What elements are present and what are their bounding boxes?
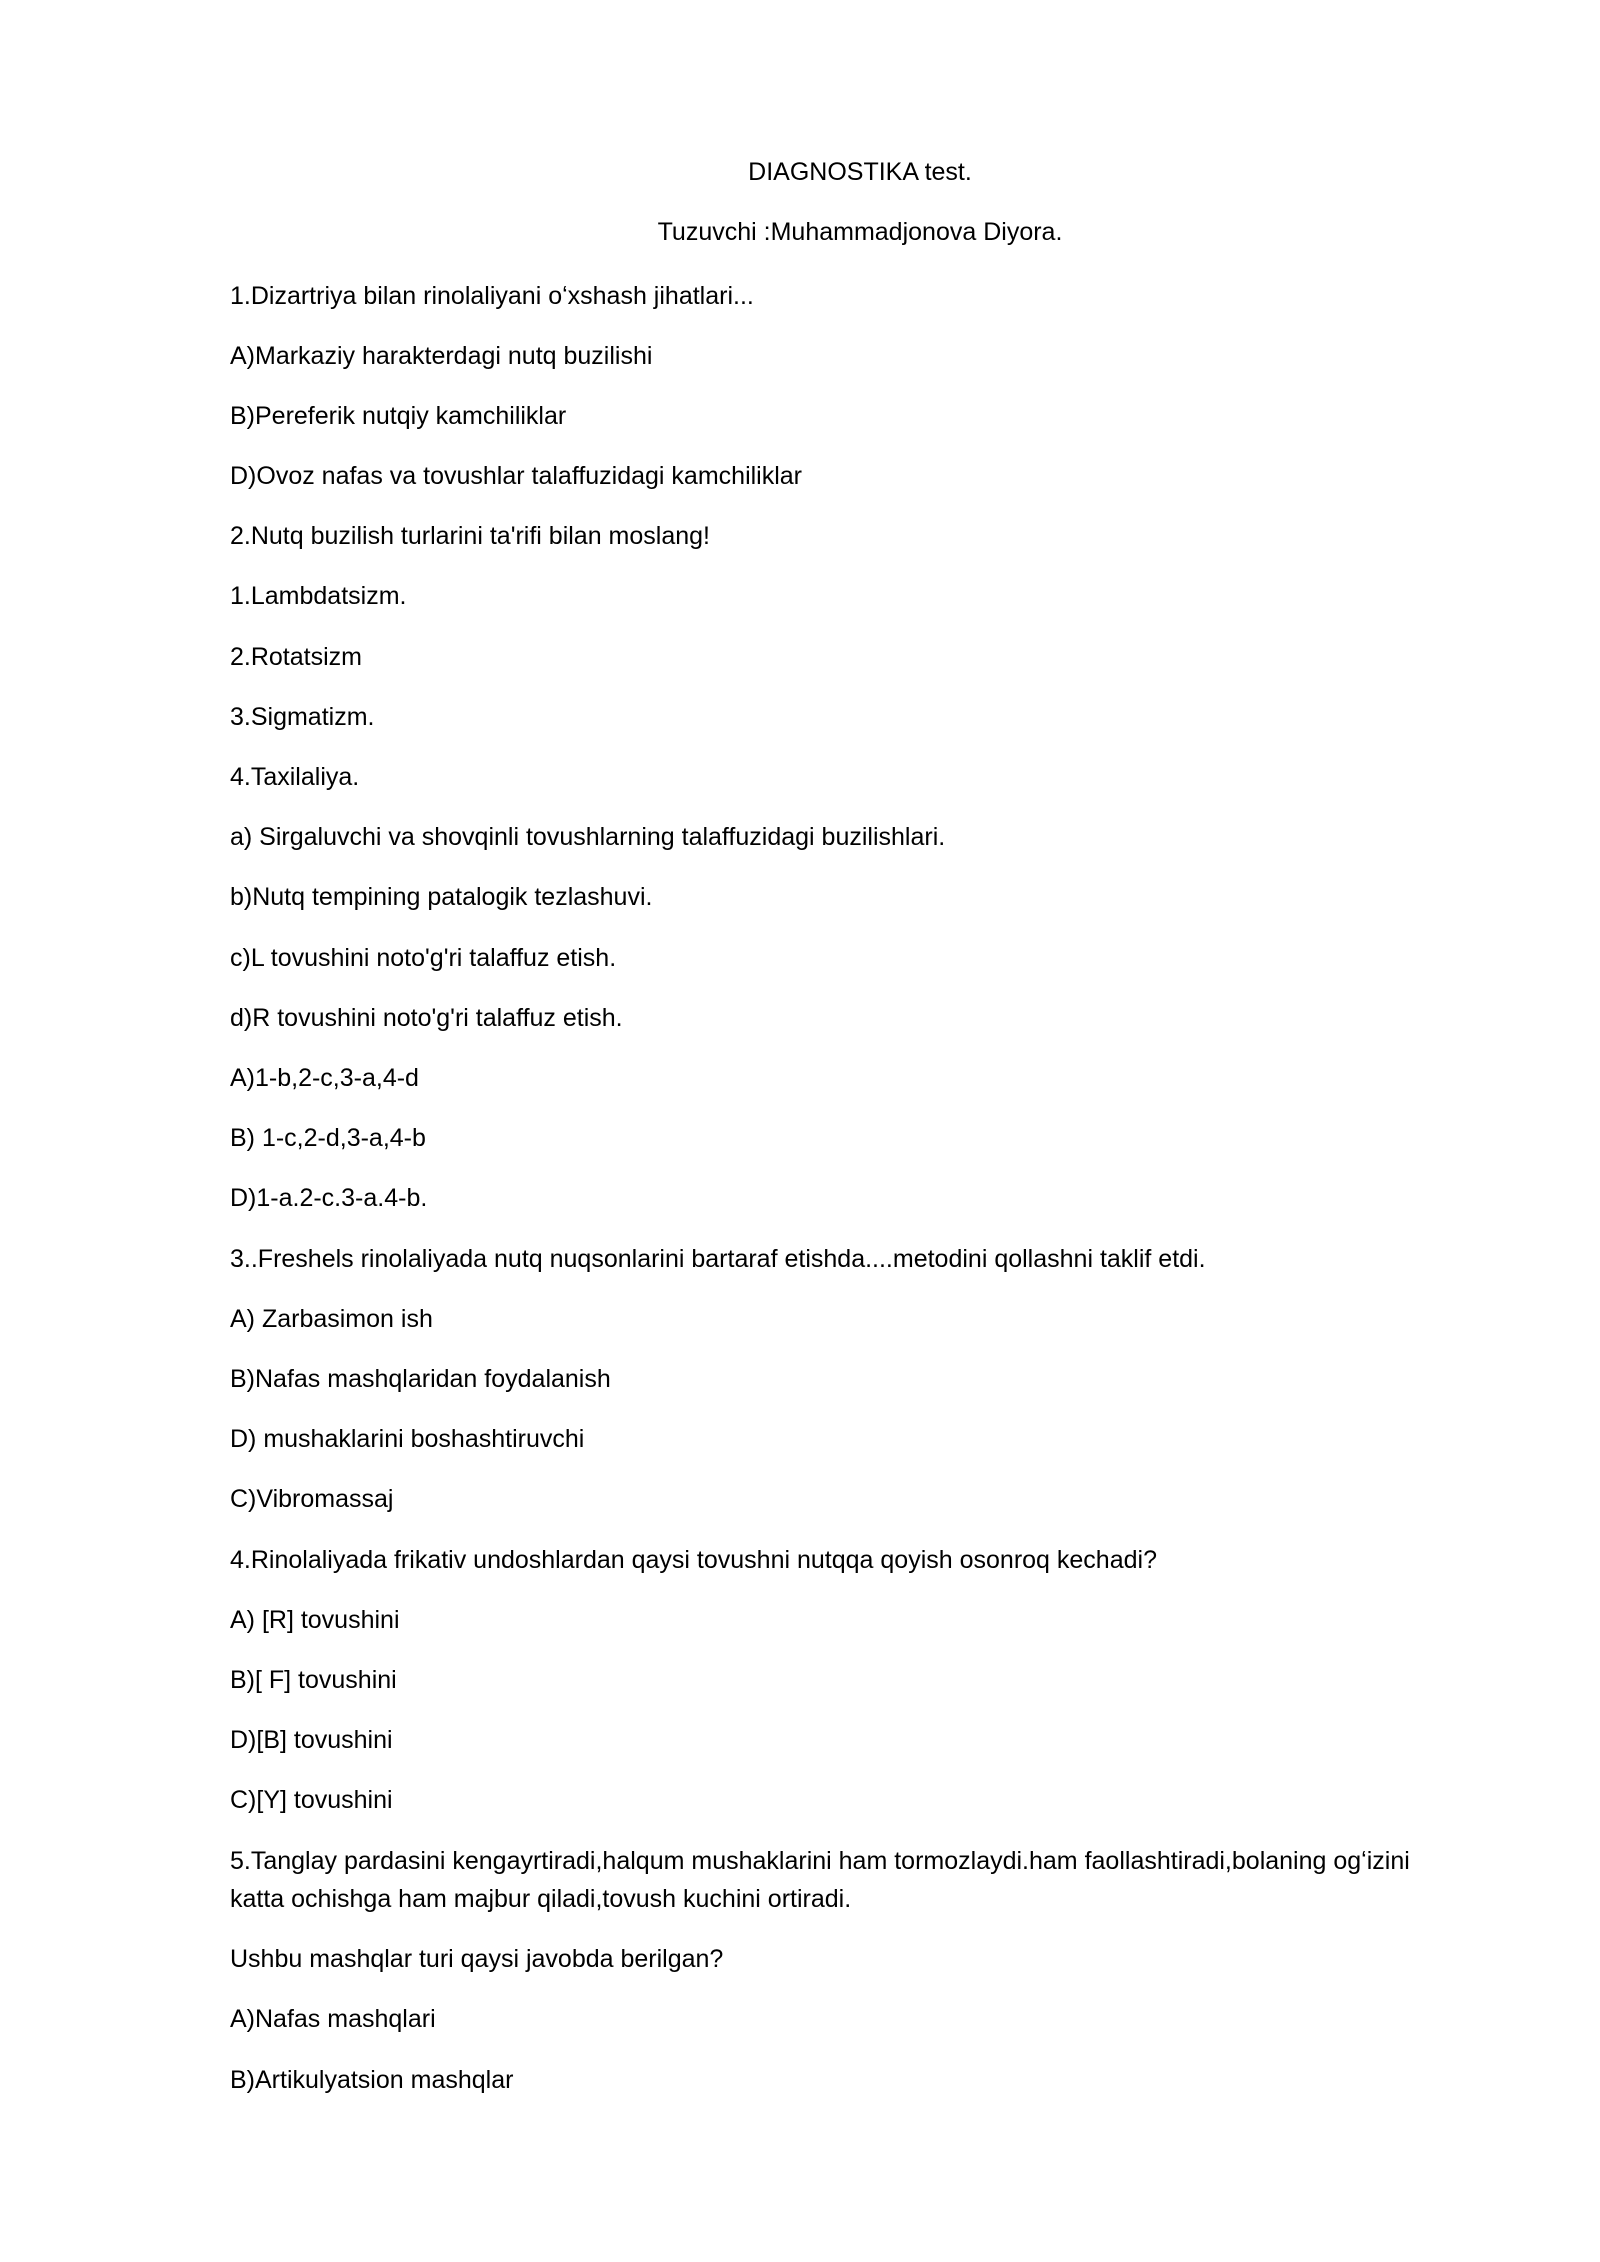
option-line: B)Pereferik nutqiy kamchiliklar (230, 402, 567, 430)
option-line: B)Artikulyatsion mashqlar (230, 2066, 514, 2094)
option-line: A) Zarbasimon ish (230, 1305, 433, 1333)
option-line: C)Vibromassaj (230, 1485, 394, 1513)
list-item: 3.Sigmatizm. (230, 703, 375, 731)
option-line: A) [R] tovushini (230, 1606, 400, 1634)
option-line: A)Markaziy harakterdagi nutq buzilishi (230, 342, 653, 370)
question-5-prompt: Ushbu mashqlar turi qaysi javobda berilgan? (230, 1945, 724, 1973)
question-4: 4.Rinolaliyada frikativ undoshlardan qaysi tovushni nutqqa qoyish osonroq kechadi? (230, 1546, 1157, 1574)
option-line: D)[B] tovushini (230, 1726, 393, 1754)
definition-line: d)R tovushini noto'g'ri talaffuz etish. (230, 1004, 623, 1032)
list-item: 2.Rotatsizm (230, 643, 362, 671)
option-line: A)1-b,2-c,3-a,4-d (230, 1064, 419, 1092)
option-line: D)1-a.2-c.3-a.4-b. (230, 1184, 428, 1212)
document-title: DIAGNOSTIKA test. (748, 158, 972, 186)
question-5: 5.Tanglay pardasini kengayrtiradi,halqum mushaklarini ham tormozlaydi.ham faollashtiradi,bolaning ogʻizini katta ochishga ham majbur qiladi,tovush kuchini ortiradi. (230, 1847, 1410, 1913)
definition-line: c)L tovushini noto'g'ri talaffuz etish. (230, 944, 617, 972)
option-line: A)Nafas mashqlari (230, 2005, 436, 2033)
option-line: B) 1-c,2-d,3-a,4-b (230, 1124, 426, 1152)
document-author: Tuzuvchi :Muhammadjonova Diyora. (657, 218, 1063, 246)
question-2: 2.Nutq buzilish turlarini ta'rifi bilan moslang! (230, 522, 710, 550)
definition-line: a) Sirgaluvchi va shovqinli tovushlarning talaffuzidagi buzilishlari. (230, 823, 946, 851)
option-line: D)Ovoz nafas va tovushlar talaffuzidagi kamchiliklar (230, 462, 803, 490)
question-1: 1.Dizartriya bilan rinolaliyani oʻxshash jihatlari... (230, 282, 754, 310)
option-line: D) mushaklarini boshashtiruvchi (230, 1425, 585, 1453)
option-line: C)[Y] tovushini (230, 1786, 393, 1814)
option-line: B)[ F] tovushini (230, 1666, 397, 1694)
list-item: 1.Lambdatsizm. (230, 582, 407, 610)
option-line: B)Nafas mashqlaridan foydalanish (230, 1365, 611, 1393)
definition-line: b)Nutq tempining patalogik tezlashuvi. (230, 883, 653, 911)
question-3: 3..Freshels rinolaliyada nutq nuqsonlarini bartaraf etishda....metodini qollashni taklif etdi. (230, 1245, 1206, 1273)
list-item: 4.Taxilaliya. (230, 763, 360, 791)
